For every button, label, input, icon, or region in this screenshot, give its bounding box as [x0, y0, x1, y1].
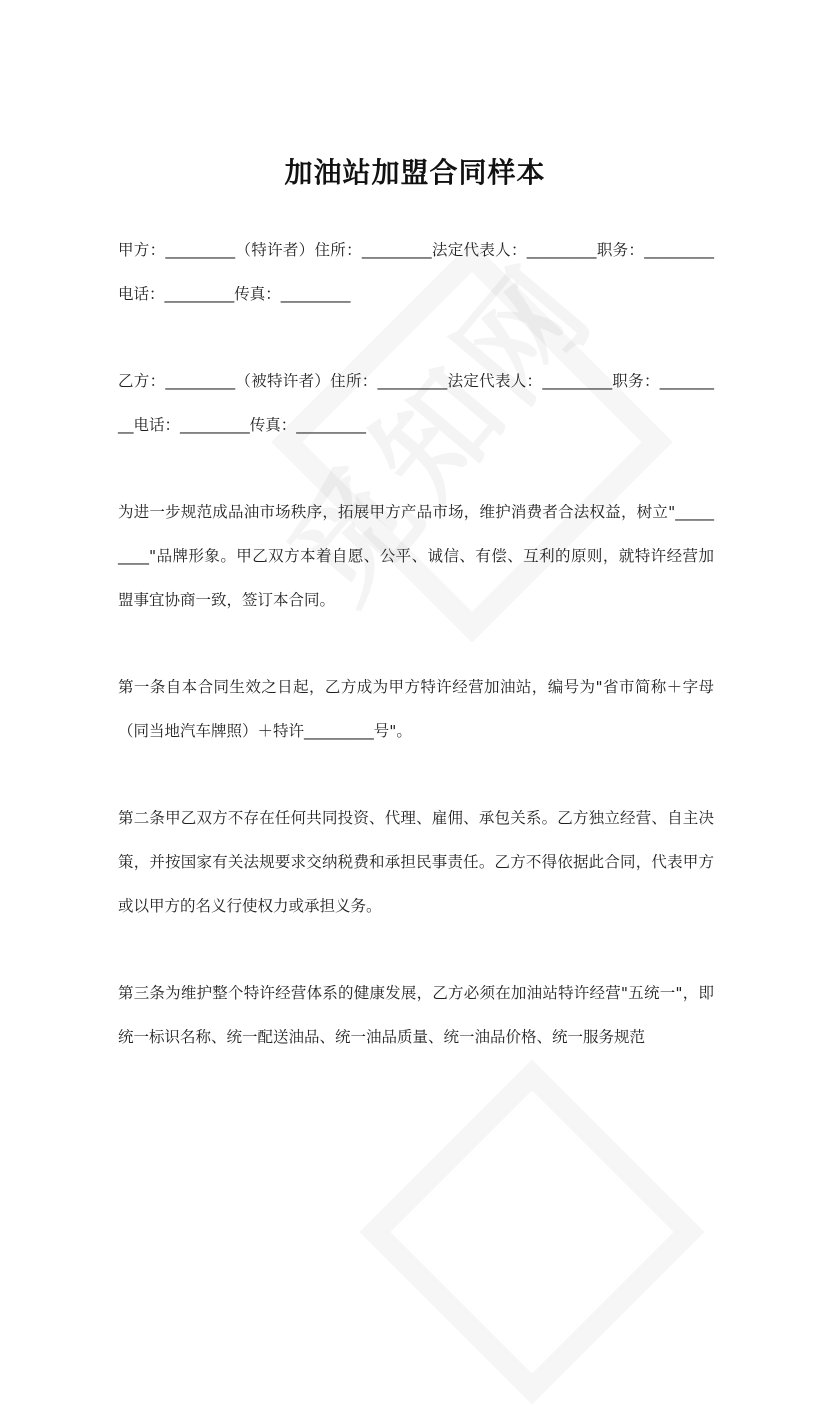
watermark-frame-bottom	[359, 1059, 704, 1404]
preamble-paragraph: 为进一步规范成品油市场秩序，拓展甲方产品市场，维护消费者合法权益，树立"_________"品牌形象。甲乙双方本着自愿、公平、诚信、有偿、互利的原则，就特许经营加盟事宜协商一致，签订本合同。	[118, 503, 714, 609]
article-1: 第一条自本合同生效之日起，乙方成为甲方特许经营加油站，编号为"省市简称＋字母（同当地汽车牌照）＋特许_________号"。	[118, 678, 714, 740]
article-2: 第二条甲乙双方不存在任何共同投资、代理、雇佣、承包关系。乙方独立经营、自主决策，并按国家有关法规要求交纳税费和承担民事责任。乙方不得依据此合同，代表甲方或以甲方的名义行使权力或承担义务。	[118, 809, 714, 915]
party-b-info: 乙方：_________（被特许者）住所：_________法定代表人：_________职务：_________电话：_________传真：_________	[118, 372, 714, 434]
party-a-info: 甲方：_________（特许者）住所：_________法定代表人：_________职务：_________电话：_________传真：_________	[118, 241, 714, 303]
document-body	[118, 228, 714, 1102]
document-title: 加油站加盟合同样本	[284, 155, 546, 189]
article-3: 第三条为维护整个特许经营体系的健康发展，乙方必须在加油站特许经营"五统一"，即统一标识名称、统一配送油品、统一油品质量、统一油品价格、统一服务规范	[118, 984, 714, 1046]
